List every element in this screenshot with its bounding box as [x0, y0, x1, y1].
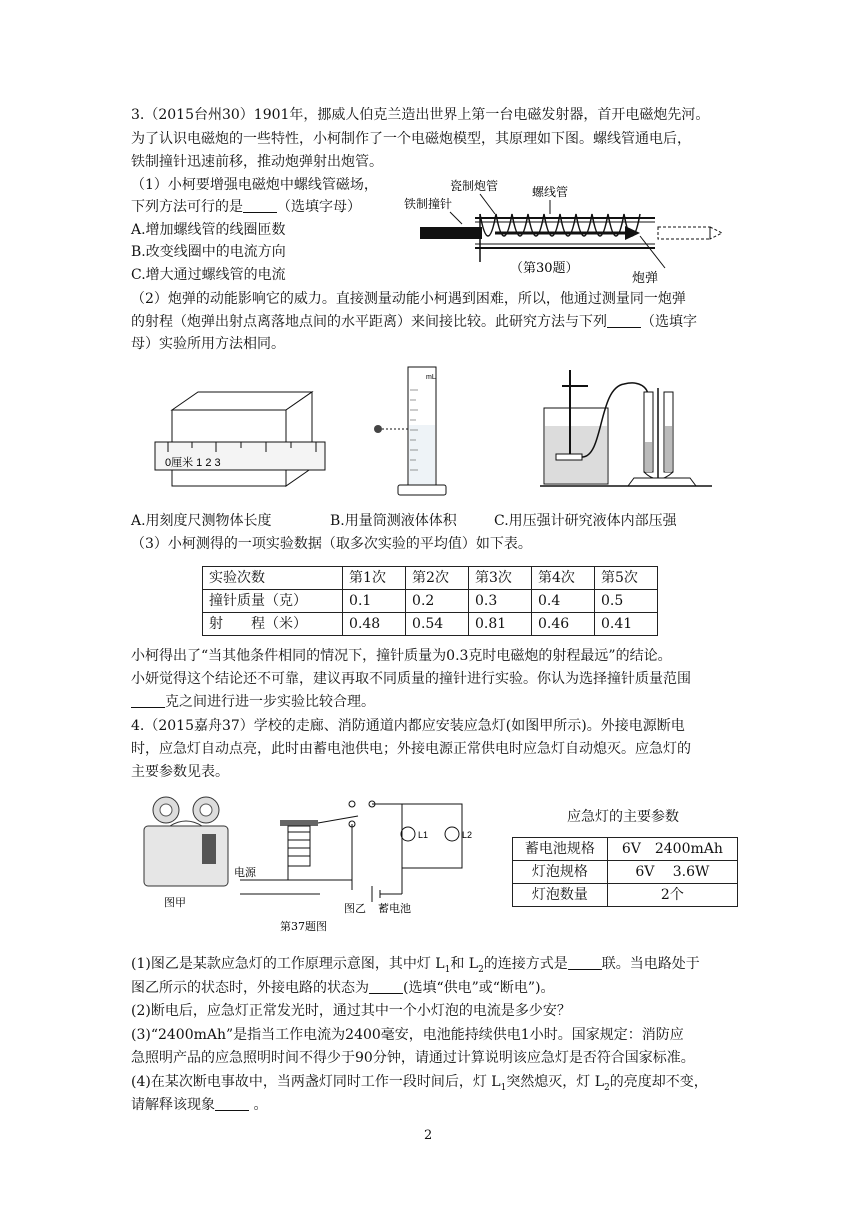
- table-row: [203, 590, 658, 613]
- q4-intro-line: 4.（2015嘉舟37）学校的走廊、消防通道内都应安装应急灯(如图甲所示)。外接电源断电: [131, 718, 685, 734]
- iron-pin-label: 铁制撞针: [404, 197, 453, 211]
- q3-conclusion-text: 克之间进行进一步实验比较合理。: [165, 694, 375, 710]
- emergency-light-figure: [140, 790, 480, 936]
- option-b: B.用量筒测液体体积: [330, 513, 457, 529]
- battery-label: 蓄电池: [378, 902, 411, 915]
- table-row: [203, 613, 658, 636]
- subscript: 2: [604, 1082, 610, 1093]
- option-a: A.增加螺线管的线圈匝数: [131, 222, 286, 238]
- table-header-cell: 实验次数: [203, 567, 343, 590]
- param-value: 2个: [607, 884, 737, 907]
- option-c: C.用压强计研究液体内部压强: [494, 513, 677, 529]
- q4-text: 。: [249, 1097, 268, 1113]
- q4-text: (1)图乙是某款应急灯的工作原理示意图，其中灯 L: [131, 956, 445, 972]
- q4-text: 请解释该现象: [131, 1097, 215, 1113]
- ruler-block-figure: [150, 390, 330, 492]
- table-cell: 0.81: [469, 613, 532, 636]
- table-header-cell: 第5次: [594, 567, 657, 590]
- option-c: C.增大通过螺线管的电流: [131, 267, 286, 283]
- q4-text: 联。当电路处于: [601, 956, 700, 972]
- table-cell: 0.3: [469, 590, 532, 613]
- param-name: 灯泡数量: [513, 884, 608, 907]
- table-cell: 0.1: [343, 590, 406, 613]
- cylinder-unit-label: mL: [426, 374, 436, 381]
- param-name: 蓄电池规格: [513, 838, 608, 861]
- subscript: 1: [500, 1082, 507, 1093]
- table-row: [513, 838, 738, 861]
- table-cell: 撞针质量（克）: [203, 590, 343, 613]
- answer-blank[interactable]: [369, 979, 403, 994]
- param-value: 6V 3.6W: [607, 861, 737, 884]
- page-number: 2: [424, 1128, 433, 1143]
- table-cell: 0.5: [594, 590, 657, 613]
- q3-part1-line: [131, 196, 361, 218]
- q4-sub4-line: [131, 1094, 267, 1116]
- q4-sub3-line: 急照明产品的应急照明时间不得少于90分钟，请通过计算说明该应急灯是否符合国家标准。: [131, 1050, 695, 1066]
- q4-text: 的亮度却不变，: [609, 1074, 708, 1090]
- q4-text: 的连接方式是: [483, 956, 568, 972]
- experiment-data-table: [202, 566, 658, 636]
- answer-blank[interactable]: [607, 313, 641, 328]
- params-table-title: 应急灯的主要参数: [567, 809, 679, 825]
- shell-label: 炮弹: [632, 270, 659, 285]
- param-name: 灯泡规格: [513, 861, 608, 884]
- option-a: A.用刻度尺测物体长度: [131, 513, 272, 529]
- table-row: [513, 884, 738, 907]
- answer-blank[interactable]: [568, 955, 602, 970]
- table-header-cell: 第1次: [343, 567, 406, 590]
- answer-blank[interactable]: [215, 1096, 249, 1111]
- table-cell: 0.2: [406, 590, 469, 613]
- subscript: 2: [478, 964, 484, 975]
- q3-part1-text: （选填字母）: [277, 199, 361, 215]
- lamp-l2-label: L2: [462, 830, 473, 840]
- porcelain-tube-label: 瓷制炮管: [450, 179, 499, 193]
- q3-part1-text: 下列方法可行的是: [131, 199, 243, 215]
- q3-intro-line: 铁制撞针迅速前移，推动炮弹射出炮管。: [131, 154, 383, 170]
- graduated-cylinder-figure: [370, 365, 450, 503]
- q3-intro-line: 为了认识电磁炮的一些特性，小柯制作了一个电磁炮模型，其原理如下图。螺线管通电后，: [131, 131, 691, 147]
- subscript: 1: [444, 964, 451, 975]
- q4-sub2-line: (2)断电后，应急灯正常发光时，通过其中一个小灯泡的电流是多少安？: [131, 1003, 571, 1019]
- table-cell: 0.46: [532, 613, 595, 636]
- table-cell: 0.48: [343, 613, 406, 636]
- q3-part2-line: （2）炮弹的动能影响它的威力。直接测量动能小柯遇到困难，所以，他通过测量同一炮弹: [131, 291, 686, 307]
- pressure-gauge-figure: [540, 368, 712, 494]
- table-header-row: [203, 567, 658, 590]
- q3-part2-line: [131, 311, 697, 333]
- q3-part2-text: 的射程（炮弹出射点离落地点间的水平距离）来间接比较。此研究方法与下列: [131, 314, 607, 330]
- lamp-l1-label: L1: [418, 830, 429, 840]
- figure-yi-label: 图乙: [344, 902, 366, 915]
- coil-label: 螺线管: [532, 185, 569, 199]
- table-cell: 射 程（米）: [203, 613, 343, 636]
- q3-intro-line: 3.（2015台州30）1901年，挪威人伯克兰造出世界上第一台电磁发射器，首开电磁炮先河。: [131, 107, 710, 123]
- q3-part3-intro: （3）小柯测得的一项实验数据（取多次实验的平均值）如下表。: [131, 536, 532, 552]
- q4-text: (选填“供电”或“断电”)。: [403, 980, 555, 996]
- q3-part2-line: 母）实验所用方法相同。: [131, 336, 285, 352]
- q4-text: 和 L: [450, 956, 479, 972]
- param-value: 6V 2400mAh: [607, 838, 737, 861]
- ruler-scale-text: 0厘米 1 2 3: [165, 457, 221, 469]
- q3-part1-line: （1）小柯要增强电磁炮中螺线管磁场，: [131, 177, 378, 193]
- q3-part2-text: （选填字: [641, 314, 697, 330]
- q4-text: (4)在某次断电事故中，当两盏灯同时工作一段时间后，灯 L: [131, 1074, 501, 1090]
- electromagnetic-gun-figure: [400, 176, 745, 288]
- q4-sub1-line: [131, 977, 555, 999]
- q4-text: 图乙所示的状态时，外接电路的状态为: [131, 980, 369, 996]
- table-header-cell: 第4次: [532, 567, 595, 590]
- q3-conclusion-line: 小柯得出了“当其他条件相同的情况下，撞针质量为0.3克时电磁炮的射程最远”的结论。: [131, 648, 672, 664]
- answer-blank[interactable]: [243, 198, 277, 213]
- q4-sub3-line: (3)“2400mAh”是指当工作电流为2400毫安，电池能持续供电1小时。国家规定：消防应: [131, 1027, 684, 1043]
- table-header-cell: 第2次: [406, 567, 469, 590]
- figure-30-caption: （第30题）: [510, 261, 579, 276]
- table-cell: 0.41: [594, 613, 657, 636]
- figure-jia-label: 图甲: [164, 896, 186, 909]
- q4-intro-line: 时，应急灯自动点亮，此时由蓄电池供电；外接电源正常供电时应急灯自动熄灭。应急灯的: [131, 741, 691, 757]
- q3-conclusion-line: [131, 691, 375, 713]
- params-table: [512, 837, 738, 907]
- answer-blank[interactable]: [131, 693, 165, 708]
- table-row: [513, 861, 738, 884]
- option-b: B.改变线圈中的电流方向: [131, 244, 286, 260]
- q4-text: 突然熄灭，灯 L: [506, 1074, 605, 1090]
- q3-conclusion-line: 小妍觉得这个结论还不可靠，建议再取不同质量的撞针进行实验。你认为选择撞针质量范围: [131, 671, 691, 687]
- figure-37-caption: 第37题图: [280, 920, 327, 933]
- power-supply-label: 电源: [234, 866, 256, 879]
- table-cell: 0.54: [406, 613, 469, 636]
- q4-intro-line: 主要参数见表。: [131, 764, 229, 780]
- table-cell: 0.4: [532, 590, 595, 613]
- table-header-cell: 第3次: [469, 567, 532, 590]
